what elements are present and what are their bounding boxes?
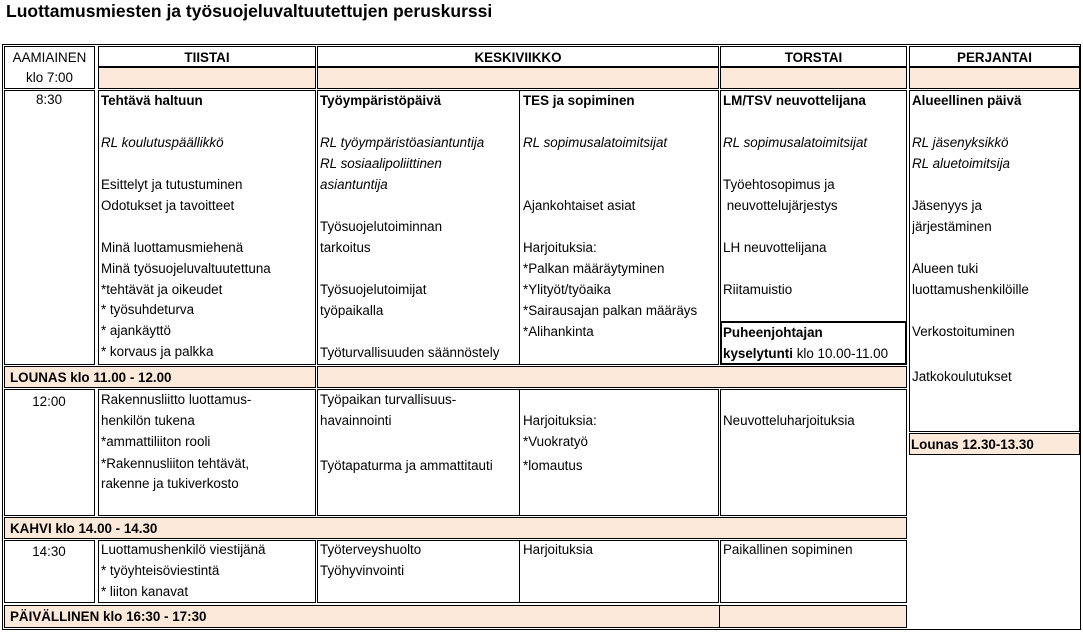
list-item: rakenne ja tukiverkosto <box>101 476 239 491</box>
list-item: * ajankäyttö <box>101 323 171 338</box>
list-item <box>723 216 906 237</box>
wednesday-afternoon-left-content <box>320 539 518 581</box>
wednesday-divider-morning <box>519 91 520 364</box>
session-lead: RL sopimusalatoimitsijat <box>723 135 868 150</box>
tuesday-morning-content <box>101 90 315 362</box>
wednesday-morning-left-content <box>320 90 518 363</box>
list-item <box>523 174 718 195</box>
list-item <box>523 216 718 237</box>
list-item: Minä työsuojeluvaltuutettuna <box>101 261 271 276</box>
breakfast-label-block <box>4 48 95 88</box>
list-item: neuvottelujärjestys <box>723 198 838 213</box>
list-item <box>723 258 906 279</box>
list-item: Jäsenyys ja <box>912 198 982 213</box>
session-lead: RL sopimusalatoimitsijat <box>523 135 668 150</box>
lunch-label: LOUNAS klo 11.00 - 12.00 <box>10 370 172 385</box>
list-item <box>912 342 1079 366</box>
session-lead: RL aluetoimitsija <box>912 156 1010 171</box>
list-item: Työtapaturma ja ammattitauti <box>320 458 493 473</box>
list-item: Odotukset ja tavoitteet <box>101 198 235 213</box>
list-item <box>320 431 518 455</box>
list-item: * liiton kanavat <box>101 584 189 599</box>
dinner-bar-divider <box>719 605 720 628</box>
tuesday-noon-content <box>101 389 315 493</box>
session-title: Tehtävä haltuun <box>101 93 203 108</box>
list-item <box>523 389 718 410</box>
time-1200: 12:00 <box>32 394 66 409</box>
list-item: *tehtävät ja oikeudet <box>101 282 223 297</box>
day-wednesday: KESKIVIIKKO <box>474 50 562 65</box>
day-friday: PERJANTAI <box>957 50 1032 65</box>
list-item: Jatkokoulutukset <box>912 369 1012 384</box>
list-item <box>320 258 518 279</box>
session-time: klo 10.00-11.00 <box>792 346 889 361</box>
list-item: Verkostoituminen <box>912 324 1015 339</box>
list-item: henkilön tukena <box>101 413 195 428</box>
list-item: Paikallinen sopiminen <box>723 542 853 557</box>
list-item: *Vuokratyö <box>523 434 589 449</box>
list-item: Työpaikan turvallisuus- <box>320 392 457 407</box>
list-item: Työterveyshuolto <box>320 542 422 557</box>
list-item: * työyhteisöviestintä <box>101 563 220 578</box>
session-lead: asiantuntija <box>320 177 388 192</box>
list-item: järjestäminen <box>912 219 992 234</box>
list-item: Harjoituksia: <box>523 413 597 428</box>
session-title-2: kyselytunti <box>723 346 793 361</box>
friday-header-band <box>909 67 1080 89</box>
coffee-label: KAHVI klo 14.00 - 14.30 <box>10 521 158 536</box>
list-item: Alueen tuki <box>912 261 979 276</box>
list-item: Työsuojelutoiminnan <box>320 219 443 234</box>
session-lead: RL koulutuspäällikkö <box>101 135 224 150</box>
dinner-label: PÄIVÄLLINEN klo 16:30 - 17:30 <box>10 609 207 624</box>
tuesday-header-band <box>98 67 316 89</box>
time-cell-morning <box>4 90 95 365</box>
tuesday-afternoon-content <box>101 539 315 602</box>
lunch-bar-right <box>317 366 907 388</box>
list-item <box>101 216 315 237</box>
wednesday-noon-left-content <box>320 389 518 476</box>
list-item: Riitamuistio <box>723 282 793 297</box>
list-item: Harjoituksia: <box>523 240 597 255</box>
list-item: Työehtosopimus ja <box>723 177 835 192</box>
session-lead: RL työympäristöasiantuntija <box>320 135 485 150</box>
list-item: työpaikalla <box>320 303 384 318</box>
wednesday-morning-right-content <box>523 90 718 342</box>
thursday-header-band <box>720 67 907 89</box>
list-item <box>723 389 906 410</box>
list-item: Työhyvinvointi <box>320 563 405 578</box>
list-item: havainnointi <box>320 413 392 428</box>
list-item: Neuvotteluharjoituksia <box>723 413 855 428</box>
list-item: *Rakennusliiton tehtävät, <box>101 456 250 471</box>
list-item: Harjoituksia <box>523 542 593 557</box>
thursday-morning-content <box>723 90 906 300</box>
thursday-noon-content <box>723 389 906 431</box>
wednesday-noon-right-content <box>523 389 718 476</box>
time-0830: 8:30 <box>35 92 63 107</box>
list-item: Luottamushenkilö viestijänä <box>101 542 266 557</box>
wednesday-divider-afternoon <box>519 541 520 602</box>
list-item <box>912 237 1079 258</box>
wednesday-header-band <box>317 67 719 89</box>
list-item: *Ylityöt/työaika <box>523 282 611 297</box>
session-lead: RL sosiaalipoliittinen <box>320 156 442 171</box>
list-item: *Alihankinta <box>523 324 594 339</box>
list-item: *Palkan määräytyminen <box>523 261 665 276</box>
friday-content <box>912 90 1079 387</box>
list-item: luottamushenkilöille <box>912 282 1029 297</box>
list-item: tarkoitus <box>320 240 371 255</box>
list-item: *ammattiliiton rooli <box>101 434 211 449</box>
friday-lunch-label: Lounas 12.30-13.30 <box>911 437 1034 452</box>
list-item: *lomautus <box>523 458 583 473</box>
page-title: Luottamusmiesten ja työsuojeluvaltuutettujen peruskurssi <box>6 1 493 21</box>
breakfast-label: AAMIAINEN <box>12 50 87 65</box>
list-item: Esittelyt ja tutustuminen <box>101 177 243 192</box>
day-thursday: TORSTAI <box>784 50 843 65</box>
list-item <box>912 174 1079 195</box>
list-item <box>320 321 518 342</box>
list-item <box>320 195 518 216</box>
session-title: LM/TSV neuvottelijana <box>723 93 866 108</box>
list-item: *Sairausajan palkan määräys <box>523 303 698 318</box>
list-item: LH neuvottelijana <box>723 240 827 255</box>
session-title: Työympäristöpäivä <box>320 93 442 108</box>
list-item: Työsuojelutoimijat <box>320 282 427 297</box>
day-tuesday: TIISTAI <box>184 50 230 65</box>
list-item: * korvaus ja palkka <box>101 344 214 359</box>
list-item <box>912 300 1079 321</box>
list-item: Minä luottamusmiehenä <box>101 240 244 255</box>
session-title: TES ja sopiminen <box>523 93 635 108</box>
breakfast-time: klo 7:00 <box>26 70 73 85</box>
session-lead: RL jäsenyksikkö <box>912 135 1009 150</box>
list-item: Työturvallisuuden säännöstely <box>320 345 500 360</box>
wednesday-afternoon-right-content <box>523 539 718 560</box>
list-item: Ajankohtaiset asiat <box>523 198 636 213</box>
list-item: Rakennusliitto luottamus- <box>101 392 252 407</box>
thursday-afternoon-content <box>723 539 906 560</box>
list-item: * työsuhdeturva <box>101 302 195 317</box>
thursday-question-content <box>723 322 906 364</box>
wednesday-divider-noon <box>519 390 520 515</box>
session-title: Puheenjohtajan <box>723 325 823 340</box>
time-1430: 14:30 <box>32 544 66 559</box>
session-title: Alueellinen päivä <box>912 93 1022 108</box>
